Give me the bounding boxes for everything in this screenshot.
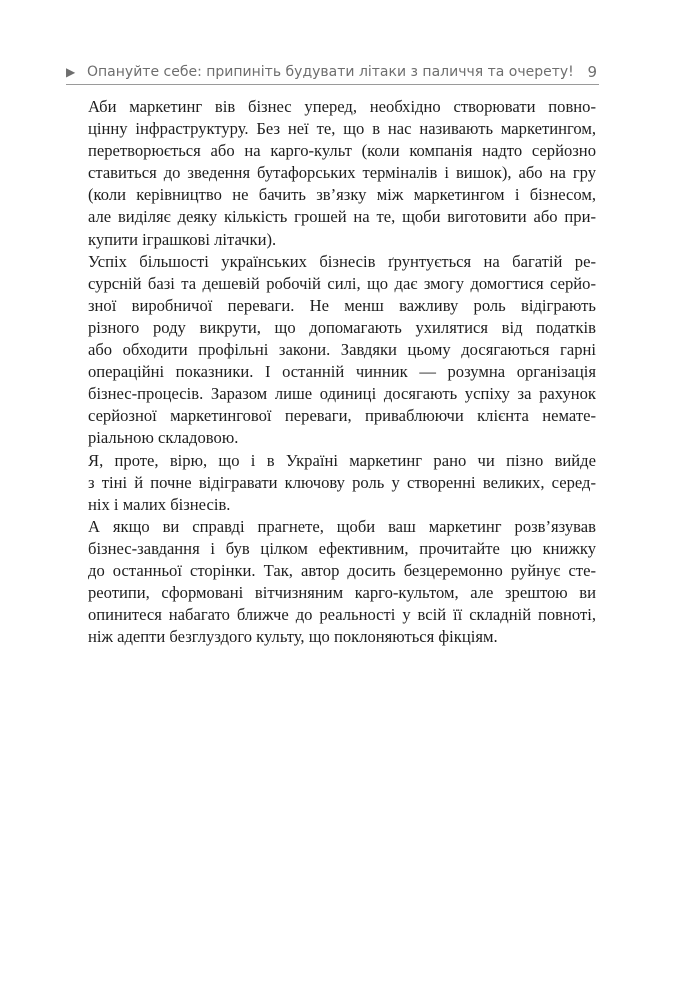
text-line: різного роду викрути, що допомагають ухилятися від податків [88,317,596,337]
text-line: зної виробничої переваги. Не менш важливу роль відіграють [88,295,596,315]
text-line: реотипи, сформовані вітчизняним карго-культом, але зрештою ви [88,583,596,603]
text-line: з тіні й почне відігравати ключову роль у створенні великих, серед- [88,472,596,492]
text-line: Аби маркетинг вів бізнес уперед, необхідно створювати повно- [88,97,596,116]
text-line: ніх і малих бізнесів. [88,494,231,514]
running-title: Опануйте себе: припиніть будувати літаки з паличчя та очерету! [87,64,574,80]
page-number: 9 [587,63,597,81]
text-line: А якщо ви справді прагнете, щоби ваш маркетинг розв’язував [88,516,596,536]
text-line: серйозної маркетингової переваги, приваблюючи клієнта немате- [88,406,596,426]
text-line: (коли керівництво не бачить зв’язку між маркетингом і бізнесом, [88,185,596,205]
text-line: купити іграшкові літачки). [88,229,277,249]
text-line: Успіх більшості українських бізнесів ґрунтується на багатій ре- [88,251,596,271]
text-line: або обходити профільні закони. Завдяки цьому досягаються гарні [88,340,596,360]
text-line: цінну інфраструктуру. Без неї те, що в нас називають маркетингом, [88,119,596,139]
text-line: Я, проте, вірю, що і в Україні маркетинг рано чи пізно вийде [88,450,596,470]
text-line: але виділяє деяку кількість грошей на те, щоби виготовити або при- [88,207,596,227]
paragraph-4 [68,516,596,649]
running-header [66,64,599,85]
paragraph-3 [68,450,596,516]
text-line: бізнес-процесів. Заразом лише одиниці досягають успіху за рахунок [88,384,596,404]
text-line: операційні показники. І останній чинник — розумна організація [88,362,596,382]
play-triangle-icon: ▶ [66,65,76,79]
text-line: ніж адепти безглуздого культу, що поклоняються фікціям. [88,627,498,647]
text-line: бізнес-завдання і був цілком ефективним, прочитайте цю книжку [88,538,596,558]
text-line: ставиться до зведення бутафорських терміналів і вишок), або на гру [88,163,596,183]
text-line: ріальною складовою. [88,428,239,448]
body-text [68,96,596,648]
paragraph-2 [68,251,596,450]
text-line: опинитеся набагато ближче до реальності у всій її складній повноті, [88,605,596,625]
text-line: перетворюється або на карго-культ (коли компанія надто серйозно [88,141,596,161]
text-line: сурсній базі та дешевій робочій силі, що дає змогу домогтися серйо- [88,273,596,293]
text-line: до останньої сторінки. Так, автор досить безцеремонно руйнує сте- [88,560,596,580]
paragraph-1 [68,96,596,251]
